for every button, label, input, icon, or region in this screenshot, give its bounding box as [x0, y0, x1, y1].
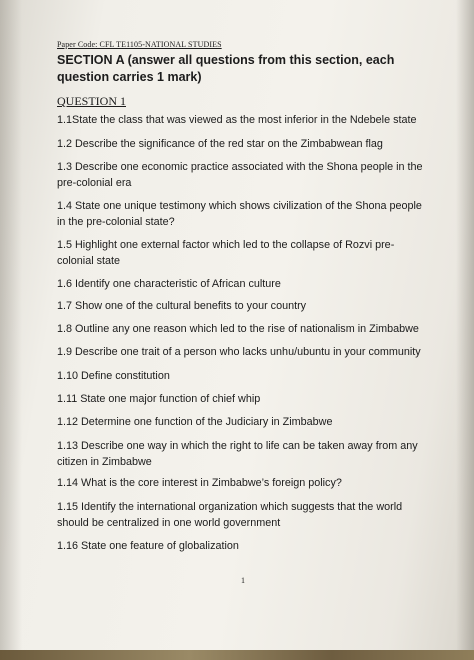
page-shadow-right [456, 0, 474, 660]
question-1-8: 1.8 Outline any one reason which led to the rise of nationalism in Zimbabwe [57, 323, 419, 335]
question-1-9: 1.9 Describe one trait of a person who lacks unhu/ubuntu in your community [57, 346, 421, 358]
question-1-7: 1.7 Show one of the cultural benefits to your country [57, 300, 307, 312]
question-1-11: 1.11 State one major function of chief whip [57, 393, 261, 405]
paper-code: Paper Code: CFL TE1105-NATIONAL STUDIES [57, 40, 222, 49]
question-1-12: 1.12 Determine one function of the Judiciary in Zimbabwe [57, 416, 333, 428]
question-1-10: 1.10 Define constitution [57, 370, 170, 382]
question-1-15: 1.15 Identify the international organization which suggests that the world should be centralized in one world government [57, 501, 403, 529]
question-1-6: 1.6 Identify one characteristic of African culture [57, 278, 281, 290]
question-heading: QUESTION 1 [57, 94, 126, 108]
question-1-14: 1.14 What is the core interest in Zimbabwe’s foreign policy? [57, 477, 342, 489]
question-1-5: 1.5 Highlight one external factor which led to the collapse of Rozvi pre- colonial state [57, 239, 395, 267]
page-shadow-left [0, 0, 22, 660]
section-title: SECTION A (answer all questions from this section, each question carries 1 mark) [57, 53, 395, 84]
question-1-3: 1.3 Describe one economic practice associated with the Shona people in the pre-colonial era [57, 161, 423, 189]
question-1-16: 1.16 State one feature of globalization [57, 540, 239, 552]
bottom-edge-shadow [0, 650, 474, 660]
question-1-2: 1.2 Describe the significance of the red star on the Zimbabwean flag [57, 138, 383, 150]
question-1-1: 1.1State the class that was viewed as the most inferior in the Ndebele state [57, 114, 417, 126]
page-number: 1 [241, 576, 245, 585]
question-1-13: 1.13 Describe one way in which the right to life can be taken away from any citizen in Zimbabwe [57, 440, 418, 468]
question-1-4: 1.4 State one unique testimony which shows civilization of the Shona people in the pre-colonial state? [57, 200, 422, 228]
